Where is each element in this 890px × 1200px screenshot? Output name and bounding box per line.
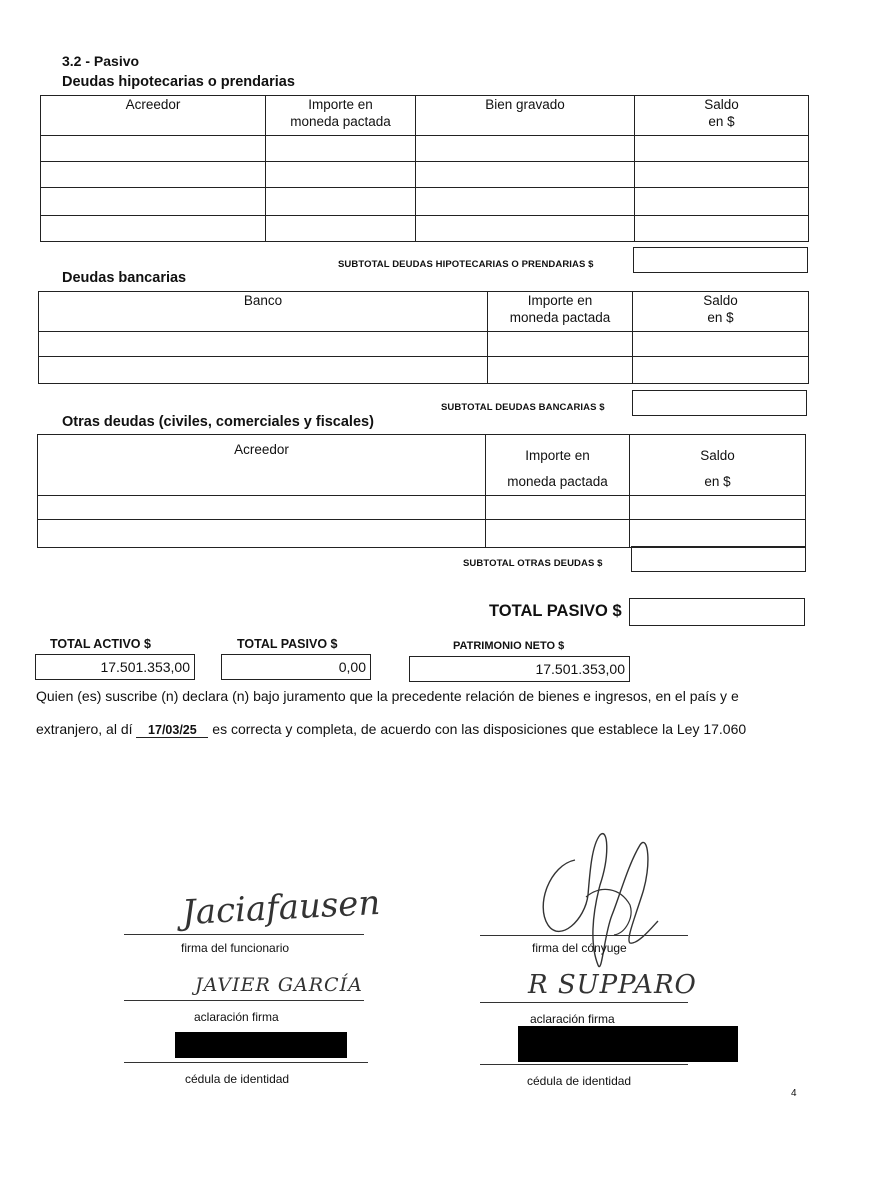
total-activo-field[interactable]: [35, 654, 195, 680]
col-saldo-sub: en $: [708, 114, 735, 129]
cell[interactable]: [41, 216, 266, 242]
table-row: [41, 162, 809, 188]
table-row: [41, 216, 809, 242]
left-firma-line: [124, 934, 364, 935]
table-row: [39, 332, 809, 357]
cell[interactable]: [416, 136, 635, 162]
col-importe: Importe en: [527, 293, 593, 308]
col-importe-sub: moneda pactada: [290, 114, 391, 129]
cell[interactable]: [266, 188, 416, 216]
right-aclaracion-label: aclaración firma: [530, 1012, 615, 1026]
declaration-line-1: Quien (es) suscribe (n) declara (n) bajo juramento que la precedente relación de bienes e ingresos, en el país y e: [36, 688, 739, 704]
total-pasivo-big-field[interactable]: [629, 598, 805, 626]
total-pasivo-label: TOTAL PASIVO $: [237, 637, 338, 651]
bancarias-table: [38, 291, 809, 384]
col-bien-gravado: Bien gravado: [485, 97, 565, 112]
right-aclaracion-line: [480, 1002, 688, 1003]
cell[interactable]: [41, 136, 266, 162]
table-row: [38, 520, 806, 548]
right-cedula-label: cédula de identidad: [527, 1074, 632, 1088]
col-saldo-sub: en $: [707, 310, 734, 325]
left-name-handwritten: JAVIER GARCÍA: [195, 974, 363, 996]
redacted-right-cedula: [518, 1026, 738, 1062]
otras-table: [37, 434, 806, 548]
left-signature-scribble: Jaciafausen: [181, 882, 382, 934]
subtotal-bancarias-field[interactable]: [632, 390, 807, 416]
subtotal-otras-field[interactable]: [631, 546, 806, 572]
cell[interactable]: [266, 162, 416, 188]
col-importe: Importe en: [308, 97, 373, 112]
right-name-handwritten: R SUPPARO: [528, 970, 697, 1000]
total-activo-value: 17.501.353,00: [100, 659, 190, 675]
cell[interactable]: [266, 136, 416, 162]
col-saldo: Saldo: [700, 448, 735, 463]
col-saldo: Saldo: [703, 293, 738, 308]
total-activo-label: TOTAL ACTIVO $: [50, 637, 151, 651]
section-title: 3.2 - Pasivo: [62, 53, 140, 69]
table-row: [39, 357, 809, 384]
cell[interactable]: [486, 496, 630, 520]
patrimonio-label: PATRIMONIO NETO $: [453, 640, 565, 652]
col-saldo-sub: en $: [704, 474, 731, 489]
subtotal-bancarias-label: SUBTOTAL DEUDAS BANCARIAS $: [441, 402, 605, 413]
col-acreedor: Acreedor: [234, 442, 289, 457]
table-header-row: [41, 96, 809, 136]
col-banco: Banco: [243, 293, 283, 308]
redacted-left-cedula: [175, 1032, 347, 1058]
table-row: [41, 188, 809, 216]
cell[interactable]: [635, 188, 809, 216]
right-cedula-line: [480, 1064, 688, 1065]
cell[interactable]: [488, 332, 633, 357]
page-number: 4: [791, 1088, 797, 1099]
col-saldo: Saldo: [704, 97, 739, 112]
cell[interactable]: [266, 216, 416, 242]
col-importe-sub: moneda pactada: [509, 310, 611, 325]
total-pasivo-value: 0,00: [338, 659, 366, 675]
table-header-row: [38, 435, 806, 496]
cell[interactable]: [635, 162, 809, 188]
declaration-prefix: extranjero, al dí: [36, 721, 133, 737]
left-cedula-line: [124, 1062, 368, 1063]
patrimonio-field[interactable]: [409, 656, 630, 682]
left-cedula-label: cédula de identidad: [185, 1072, 290, 1086]
table-header-row: [39, 292, 809, 332]
cell[interactable]: [633, 357, 809, 384]
cell[interactable]: [635, 216, 809, 242]
cell[interactable]: [486, 520, 630, 548]
cell[interactable]: [635, 136, 809, 162]
declaration-line-2: [36, 721, 806, 738]
declaration-date[interactable]: 17/03/25: [136, 723, 208, 738]
cell[interactable]: [38, 496, 486, 520]
cell[interactable]: [416, 216, 635, 242]
subtotal-otras-label: SUBTOTAL OTRAS DEUDAS $: [463, 558, 603, 569]
table-row: [38, 496, 806, 520]
cell[interactable]: [630, 520, 806, 548]
total-pasivo-big-label: TOTAL PASIVO $: [489, 602, 622, 620]
col-importe: Importe en: [525, 448, 590, 463]
cell[interactable]: [41, 162, 266, 188]
subtotal-hipotecarias-label: SUBTOTAL DEUDAS HIPOTECARIAS O PRENDARIAS $: [338, 259, 594, 270]
col-importe-sub: moneda pactada: [507, 474, 608, 489]
left-firma-label: firma del funcionario: [181, 941, 290, 955]
total-pasivo-field[interactable]: [221, 654, 371, 680]
cell[interactable]: [38, 520, 486, 548]
declaration-suffix: es correcta y completa, de acuerdo con las disposiciones que establece la Ley 17.060: [212, 721, 747, 737]
hipotecarias-title: Deudas hipotecarias o prendarias: [62, 74, 295, 90]
cell[interactable]: [416, 162, 635, 188]
subtotal-hipotecarias-field[interactable]: [633, 247, 808, 273]
right-firma-line: [480, 935, 688, 936]
cell[interactable]: [630, 496, 806, 520]
table-row: [41, 136, 809, 162]
cell[interactable]: [416, 188, 635, 216]
col-acreedor: Acreedor: [125, 97, 181, 112]
cell[interactable]: [633, 332, 809, 357]
right-signature-scribble: [530, 825, 660, 985]
cell[interactable]: [39, 357, 488, 384]
patrimonio-value: 17.501.353,00: [535, 661, 625, 677]
cell[interactable]: [39, 332, 488, 357]
hipotecarias-table: [40, 95, 809, 242]
left-aclaracion-line: [124, 1000, 364, 1001]
right-firma-label: firma del cónyuge: [532, 941, 627, 955]
cell[interactable]: [488, 357, 633, 384]
left-aclaracion-label: aclaración firma: [194, 1010, 279, 1024]
cell[interactable]: [41, 188, 266, 216]
otras-title: Otras deudas (civiles, comerciales y fiscales): [62, 414, 374, 430]
bancarias-title: Deudas bancarias: [62, 270, 187, 286]
